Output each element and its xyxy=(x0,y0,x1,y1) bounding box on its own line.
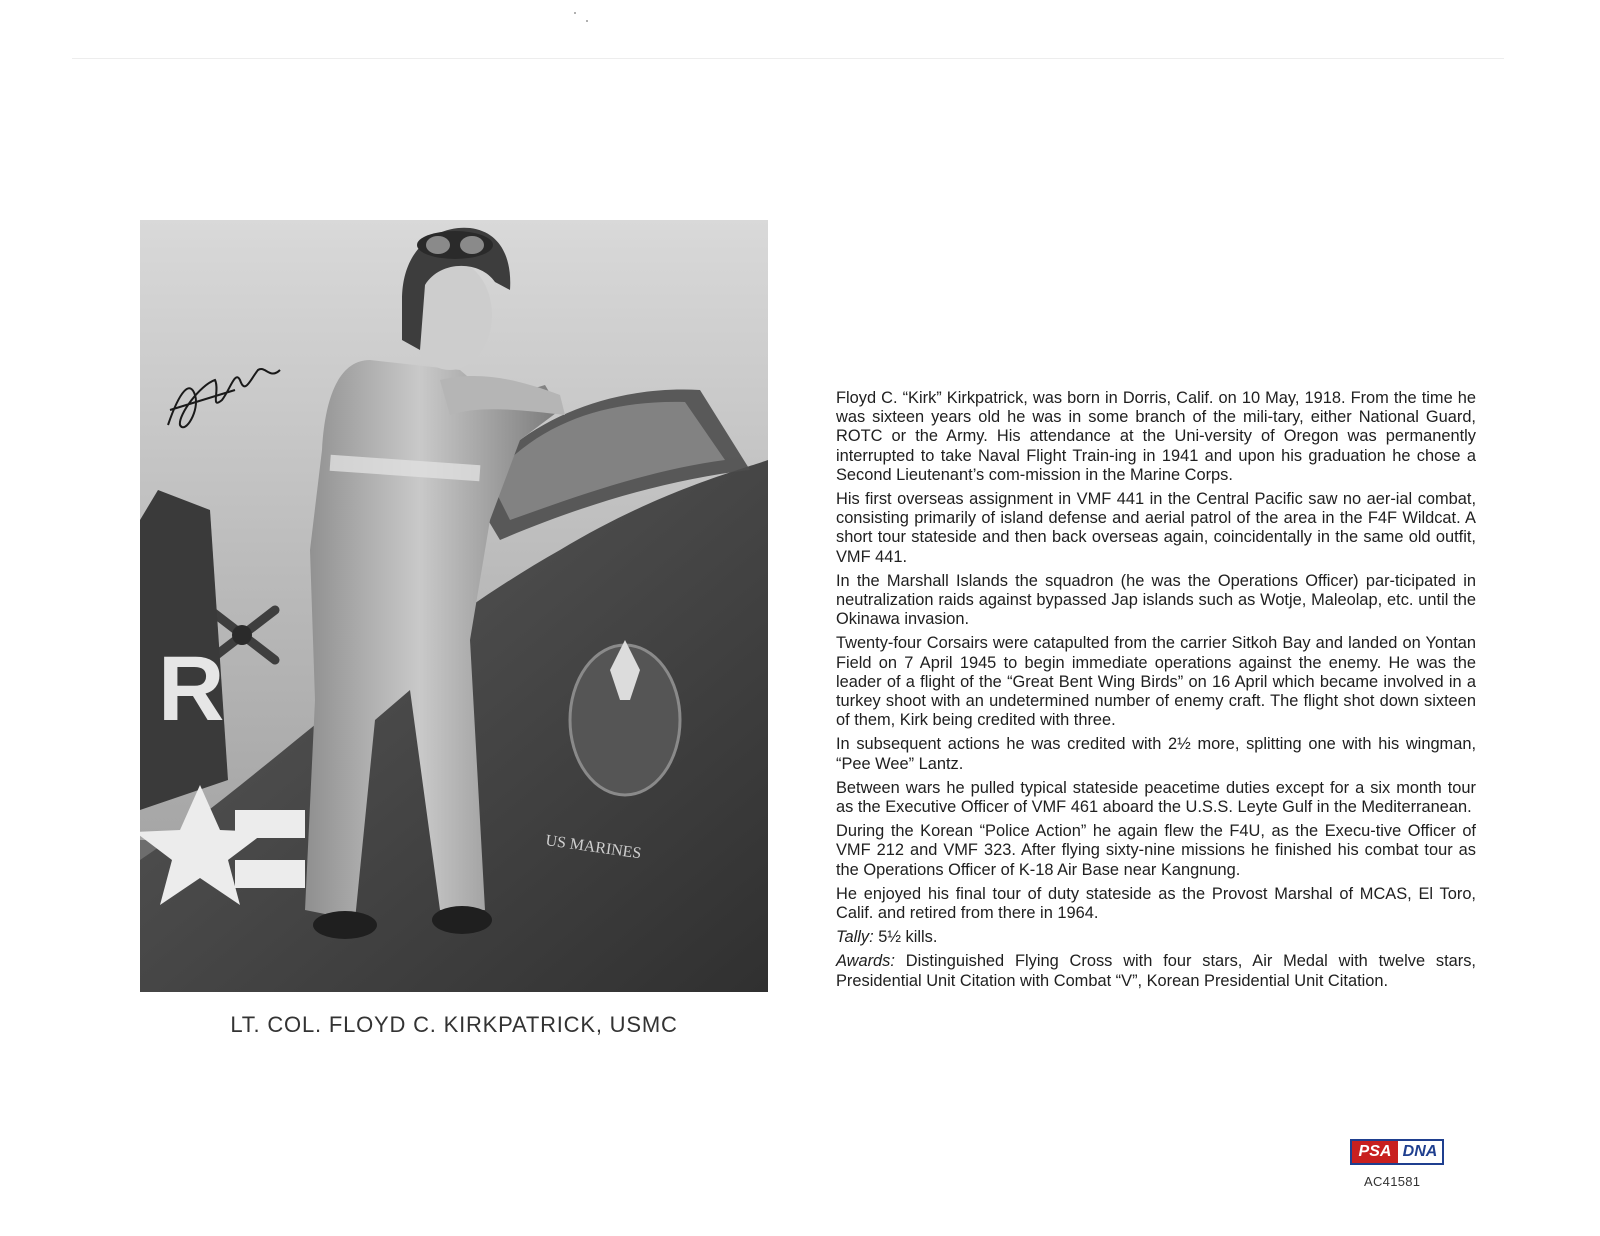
bio-paragraph-okinawa: Twenty-four Corsairs were catapulted from the carrier Sitkoh Bay and landed on Yontan Field on 7 April 1945 to begin immediate operations against the enemy. He was the leader of a flight of the “Great Bent Wing Birds” on 16 April which became involved in a turkey shoot with an undetermined number of enemy craft. The flight shot down sixteen of them, Kirk being credited with three. xyxy=(836,634,1476,730)
certificate-number: AC41581 xyxy=(1364,1174,1421,1189)
fuselage-text: US MARINES xyxy=(544,832,643,863)
dna-logo: DNA xyxy=(1398,1141,1442,1163)
biography-text xyxy=(836,389,1476,996)
dust-speck xyxy=(586,20,588,22)
bio-awards xyxy=(836,952,1476,990)
bio-paragraph-birth: Floyd C. “Kirk” Kirkpatrick, was born in Dorris, Calif. on 10 May, 1918. From the time he was sixteen years old he was in some branch of the mili-tary, either National Guard, ROTC or the Army. His attendance at the Uni-versity of Oregon was permanently interrupted to take Naval Flight Train-ing in 1941 and upon his graduation he chose a Second Lieutenant’s com-mission in the Marine Corps. xyxy=(836,389,1476,484)
awards-value: Distinguished Flying Cross with four stars, Air Medal with twelve stars, Presidential Unit Citation with Combat “V”, Korean Presidential Unit Citation. xyxy=(836,952,1476,990)
tally-label: Tally: xyxy=(836,928,874,947)
psa-logo: PSA xyxy=(1352,1141,1398,1163)
awards-label: Awards: xyxy=(836,952,895,971)
tail-letter: R xyxy=(158,638,225,740)
scan-edge-line xyxy=(72,58,1504,59)
bio-paragraph-marshall-islands: In the Marshall Islands the squadron (he was the Operations Officer) par-ticipated in neutralization raids against bypassed Jap islands such as Wotje, Maleolap, etc. until the Okinawa invasion. xyxy=(836,571,1476,629)
psa-dna-sticker xyxy=(1350,1139,1444,1165)
tally-value: 5½ kills. xyxy=(873,928,938,947)
pilot-photograph xyxy=(140,220,768,992)
bio-paragraph-korea: During the Korean “Police Action” he again flew the F4U, as the Execu-tive Officer of VMF 212 and VMF 323. After flying sixty-nine missions he finished his combat tour as the Operations Officer of K-18 Air Base near Kangnung. xyxy=(836,822,1476,879)
bio-paragraph-subsequent: In subsequent actions he was credited with 2½ more, splitting one with his wingman, “Pee Wee” Lantz. xyxy=(836,735,1476,773)
bio-paragraph-first-assignment: His first overseas assignment in VMF 441 in the Central Pacific saw no aer-ial combat, consisting primarily of island defense and aerial patrol of the area in the F4F Wildcat. A short tour stateside and then back overseas again, coincidentally in the same old outfit, VMF 441. xyxy=(836,490,1476,566)
bio-paragraph-between-wars: Between wars he pulled typical stateside peacetime duties except for a six month tour as the Executive Officer of VMF 461 aboard the U.S.S. Leyte Gulf in the Mediterranean. xyxy=(836,778,1476,817)
bio-paragraph-retirement: He enjoyed his final tour of duty stateside as the Provost Marshal of MCAS, El Toro, Calif. and retired from there in 1964. xyxy=(836,884,1476,923)
bio-tally xyxy=(836,928,1476,947)
photo-caption: LT. COL. FLOYD C. KIRKPATRICK, USMC xyxy=(230,1012,678,1037)
dust-speck xyxy=(574,12,576,14)
